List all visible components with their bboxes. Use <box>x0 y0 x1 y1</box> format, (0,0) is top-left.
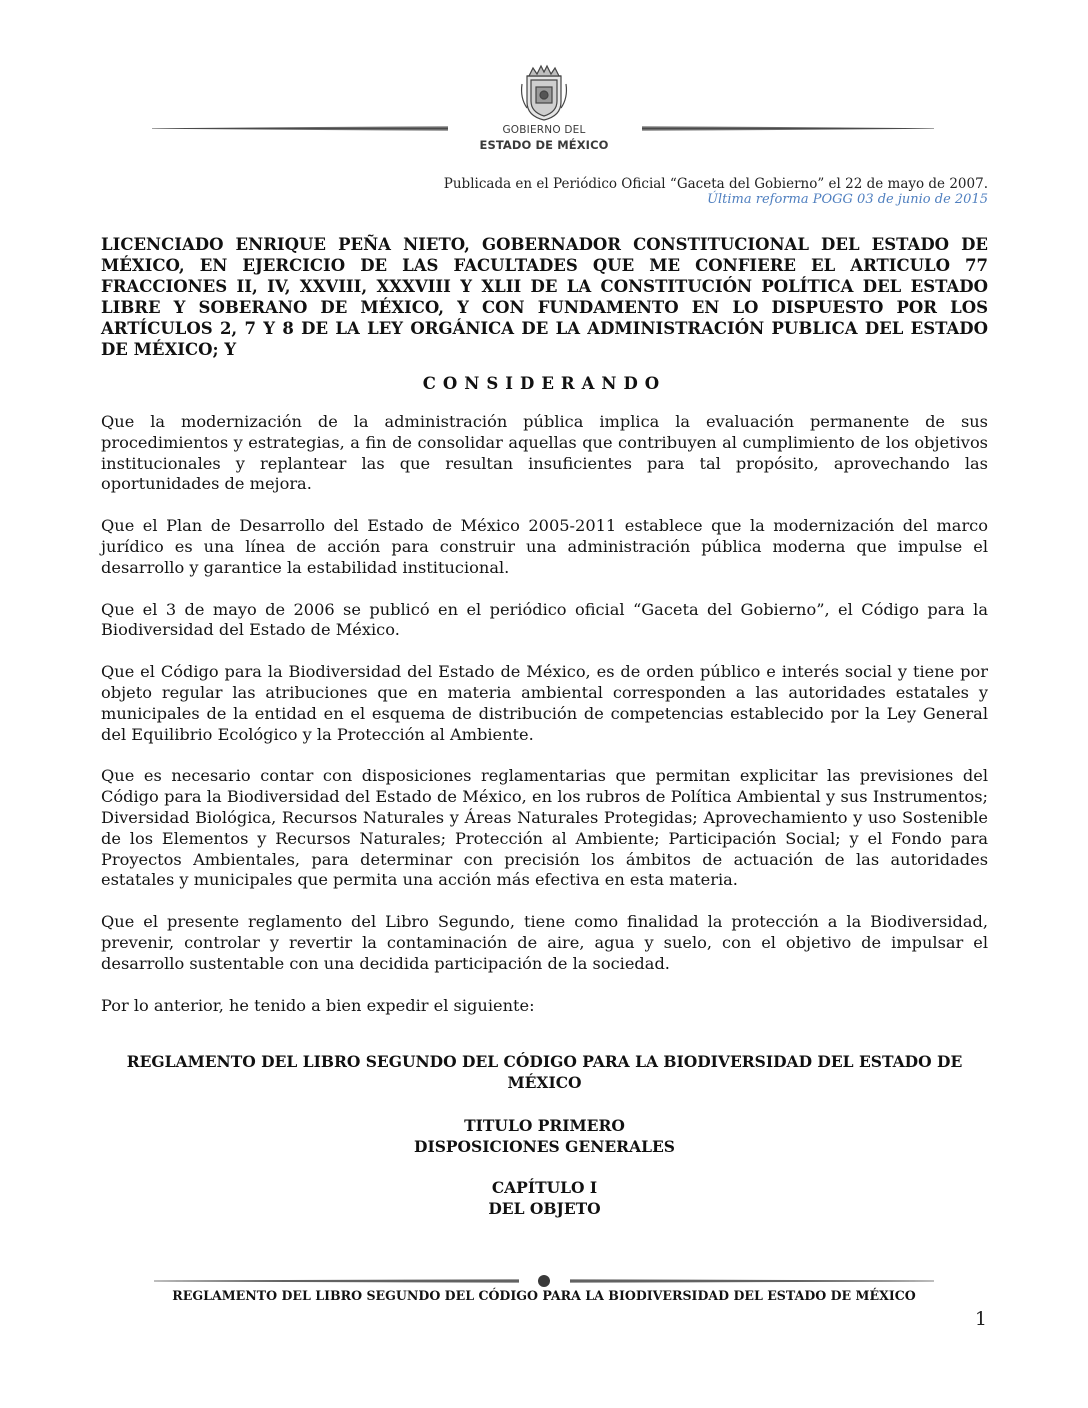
paragraph: Que es necesario contar con disposiciones reglamentarias que permitan explicitar las previsiones del Código para la Biodiversidad del Estado de México, en los rubros de Política Ambiental y sus Instrumentos; Diversidad Biológica, Recursos Naturales y Áreas Naturales Protegidas; Aprovechamiento y uso Sostenible de los Elementos y Recursos Naturales; Protección al Ambiente; Participación Social; y el Fondo para Proyectos Ambientales, para determinar con precisión los ámbitos de actuación de las autoridades estatales y municipales que permita una acción más efectiva en esta materia. <box>101 766 988 890</box>
government-name-line1: GOBIERNO DEL <box>502 124 586 136</box>
footer-rule-right <box>570 1279 934 1283</box>
government-name-line2: ESTADO DE MÉXICO <box>479 138 609 152</box>
coat-of-arms-icon <box>519 62 569 122</box>
header-rule-left <box>152 126 448 131</box>
publication-note: Publicada en el Periódico Oficial “Gaceta del Gobierno” el 22 de mayo de 2007. <box>443 176 988 192</box>
capitulo-line1: CAPÍTULO I <box>491 1178 598 1198</box>
document-body <box>101 234 988 1219</box>
paragraph: Que el presente reglamento del Libro Segundo, tiene como finalidad la protección a la Biodiversidad, prevenir, controlar y revertir la contaminación de aire, agua y suelo, con el objetivo de impulsar el desarrollo sustentable con una decidida participación de la sociedad. <box>101 912 988 973</box>
paragraph: Que el Plan de Desarrollo del Estado de México 2005-2011 establece que la modernización del marco jurídico es una línea de acción para construir una administración pública moderna que impulse el desarrollo y garantice la estabilidad institucional. <box>101 516 988 577</box>
last-reform-note: Última reforma POGG 03 de junio de 2015 <box>707 192 988 207</box>
paragraph: Que la modernización de la administración pública implica la evaluación permanente de sus procedimientos y estrategias, a fin de consolidar aquellas que contribuyen al cumplimiento de los objetivos institucionales y replantear las que resultan insuficientes para tal propósito, aprovechando las oportunidades de mejora. <box>101 412 988 494</box>
page-number: 1 <box>974 1308 987 1330</box>
titulo-heading <box>101 1116 988 1157</box>
capitulo-line2: DEL OBJETO <box>488 1198 601 1218</box>
header-rule-right <box>642 126 934 131</box>
regulation-title: REGLAMENTO DEL LIBRO SEGUNDO DEL CÓDIGO PARA LA BIODIVERSIDAD DEL ESTADO DE MÉXICO <box>126 1052 963 1092</box>
paragraph: Que el 3 de mayo de 2006 se publicó en el periódico oficial “Gaceta del Gobierno”, el Código para la Biodiversidad del Estado de México. <box>101 599 988 640</box>
titulo-line1: TITULO PRIMERO <box>464 1116 625 1136</box>
paragraph: Por lo anterior, he tenido a bien expedir el siguiente: <box>101 995 535 1015</box>
capitulo-heading <box>101 1178 988 1219</box>
considerando-heading: CONSIDERANDO <box>422 374 667 393</box>
footer-dot-icon <box>538 1275 550 1287</box>
footer-rule-left <box>154 1279 519 1283</box>
paragraph: Que el Código para la Biodiversidad del Estado de México, es de orden público e interés social y tiene por objeto regular las atribuciones que en materia ambiental corresponden a las autoridades estatales y municipales de la entidad en el esquema de distribución de competencias establecido por la Ley General del Equilibrio Ecológico y la Protección al Ambiente. <box>101 662 988 744</box>
preamble: LICENCIADO ENRIQUE PEÑA NIETO, GOBERNADOR CONSTITUCIONAL DEL ESTADO DE MÉXICO, EN EJERCICIO DE LAS FACULTADES QUE ME CONFIERE EL ARTICULO 77 FRACCIONES II, IV, XXVIII, XXXVIII Y XLII DE LA CONSTITUCIÓN POLÍTICA DEL ESTADO LIBRE Y SOBERANO DE MÉXICO, Y CON FUNDAMENTO EN LO DISPUESTO POR LOS ARTÍCULOS 2, 7 Y 8 DE LA LEY ORGÁNICA DE LA ADMINISTRACIÓN PUBLICA DEL ESTADO DE MÉXICO; Y <box>101 235 988 359</box>
footer-title: REGLAMENTO DEL LIBRO SEGUNDO DEL CÓDIGO PARA LA BIODIVERSIDAD DEL ESTADO DE MÉXICO <box>172 1288 916 1303</box>
titulo-line2: DISPOSICIONES GENERALES <box>414 1136 675 1156</box>
